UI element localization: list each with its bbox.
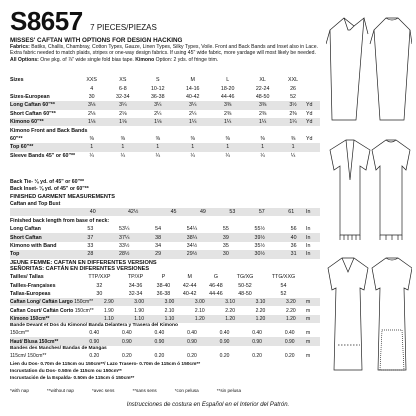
length-row: Kimono with Band 33 33½ 34 34½ 35 35½ 36 In [10, 242, 311, 249]
metric-sleeve-title: Bandes des Manches/ Bandas de Mangas [10, 346, 107, 351]
size-cell: 44-46 [220, 93, 235, 100]
size-cell: 4 [90, 85, 94, 92]
kimono-notion-label: Kimono [135, 56, 155, 63]
kimono-notion-text: Option: 2 yds. of fringe trim. [154, 56, 219, 63]
size-cell: 10-12 [150, 85, 165, 92]
kimono-front-icon [330, 140, 370, 240]
pattern-title: MISSES' CAFTAN WITH OPTIONS FOR DESIGN HACKING [10, 37, 183, 44]
garment-line-drawings [326, 0, 412, 390]
size-cell: 26 [290, 85, 296, 92]
incrustation-dos-line: Incrustation du Dos- 0.50m de 115cm ou 150cm** [10, 369, 122, 374]
size-cell: 52 [290, 93, 296, 100]
bust-row: 40 42½ 45 49 53 57 61 In [10, 208, 320, 216]
size-cell: 6-8 [118, 85, 127, 92]
notions-text: One pkg. of ⅞" wide single fold bias tape. [38, 56, 136, 63]
us-sizes-row [10, 84, 320, 92]
metric-row: Caftan Court/ Caftán Corto 150cm** 1.90 1.90 2.10 2.10 2.20 2.20 2.20 m [10, 307, 311, 314]
size-cell: XXL [288, 77, 299, 84]
pattern-header [10, 6, 157, 37]
pieces-count: 7 PIECES/PIEZAS [90, 23, 157, 32]
spanish-instructions-note: Instrucciones de costura en Español en el Interior del Patrón. [126, 402, 290, 408]
metric-row: 115cm/ 150cm** 0.20 0.20 0.20 0.20 0.20 0.20 0.20 m [10, 353, 311, 360]
size-cell: M [190, 77, 195, 84]
back-inset-line: Back Inset- ⅛ yd. of 45" or 60"** [10, 186, 89, 192]
pattern-number: S8657 [10, 6, 83, 36]
finished-heading: FINISHED GARMENT MEASUREMENTS [10, 194, 116, 200]
caftan-short-back-icon [372, 258, 412, 370]
metric-sizes-table [10, 273, 320, 298]
yardage-row: Kimono 60"** 1⅛ 1⅛ 1⅛ 1¼ 1¼ 1¼ 1¼ Yd [10, 118, 320, 126]
metric-row: Caftan Long/ Caftán Largo 150cm** 2.90 3.00 3.00 3.00 3.10 3.10 3.20 m [10, 298, 320, 306]
back-tie-line: Back Tie- ⅛ yd. of 45" or 60"** [10, 179, 85, 185]
caftan-long-front-icon [326, 18, 368, 120]
notions-label: All Options: [10, 56, 39, 63]
size-cell: 32-34 [116, 93, 130, 100]
footnotes: *with nap **without nap *avec sens **sans sens *con pelusa **sin pelusa [10, 388, 242, 393]
metric-row: 150cm** 0.40 0.40 0.40 0.40 0.40 0.40 0.40 m [10, 330, 311, 337]
bands-heading-row: Kimono Front and Back Bands [10, 127, 88, 134]
size-cell: XXS [86, 77, 97, 84]
caftan-long-back-icon [370, 18, 412, 120]
yardage-row: Sleeve Bands 45" or 60"** ¼ ¼ ¼ ¼ ¼ ¼ ¼ [10, 152, 296, 159]
lien-line: Lien du Dos- 0.70m de 115cm ou 150cm**/ Lazo Trasero- 0.70m de 115cm ó 150cm** [10, 362, 201, 367]
size-cell: 48-50 [255, 93, 270, 100]
fabrics-label: Fabrics: [10, 44, 30, 50]
size-cell: XS [119, 77, 127, 84]
metric-row: Haut/ Blusa 150cm** 0.90 0.90 0.90 0.90 0.90 0.90 0.90 m [10, 337, 320, 345]
fabrics-text: Batiks, Challis, Chambray, Cotton Types, Gauze, Linen Types, Silky Types, Voile. Front and Back Bands and Inset also in Lace. Extra fabric needed to match plaids, stripes or one-way design fabrics. If using 45" wide fabric, more yardage will most likely be needed. [10, 44, 318, 57]
incrustacion-espalda-line: Incrustación de la Espalda- 0.50m de 115cm ó 150cm** [10, 376, 135, 381]
euro-sizes-row [10, 93, 320, 101]
bust-heading: Caftan and Top Bust [10, 201, 61, 207]
fabrics-paragraph [10, 44, 320, 63]
euro-label: Sizes-European [10, 93, 50, 100]
metric-yardage-table [10, 298, 320, 323]
sizes-label: Sizes [10, 77, 24, 84]
caftan-short-front-icon [328, 258, 368, 370]
size-cell: 36-38 [150, 93, 165, 100]
size-cell: S [156, 77, 160, 84]
yardage-row: Top 60"** 1 1 1 1 1 1 1 [10, 143, 320, 151]
metric-yardage-table-3 [10, 352, 320, 360]
misses-yardage-table [10, 76, 320, 160]
length-row: Short Caftan 37 37¼ 38 38¼ 39 39½ 40 In [10, 233, 320, 241]
tailles-row: Tailles/ Tallas TTP/XXP TP/XP P M G TG/XG TTG/XXG [10, 274, 296, 281]
kimono-back-icon [372, 140, 410, 240]
size-cell: 18-20 [220, 85, 235, 92]
metric-yardage-table-2 [10, 329, 320, 346]
sizes-row [10, 76, 320, 84]
yardage-row: Long Caftan 60"** 3⅛ 3¼ 3¼ 3¼ 3⅜ 3⅜ 3½ Yd [10, 101, 320, 109]
length-row: Top 28 28½ 29 29½ 30 30½ 31 In [10, 250, 320, 258]
length-row: Long Caftan 53 53¼ 54 54¼ 55 55½ 56 In [10, 226, 311, 233]
finished-bust-table [10, 208, 320, 216]
tailles-fr-row: Tailles-Françaises 32 34-36 38-40 42-44 46-48 50-52 54 [10, 282, 287, 289]
size-cell: 14-16 [185, 85, 200, 92]
senoritas-heading: SEÑORITAS: CAFTÁN EN DIFERENTES VERSIONES [10, 266, 150, 272]
yardage-row: Short Caftan 60"** 2⅛ 2⅛ 2¼ 2¼ 2⅜ 2⅜ 2⅜ Yd [10, 110, 313, 117]
size-cell: 40-42 [185, 93, 200, 100]
size-cell: 30 [88, 93, 95, 100]
jeune-heading: JEUNE FEMME: CAFTAN EN DIFFERENTES VERSIONS [10, 260, 157, 266]
size-cell: L [226, 77, 230, 84]
metric-bands-title: Bande Devant et Dos du Kimono/ Banda Delantera y Trasera del Kimono [10, 323, 178, 328]
length-heading: Finished back length from base of neck: [10, 218, 110, 224]
finished-length-table [10, 225, 320, 259]
tallas-eu-row: Tallas-Europeas 30 32-34 36-38 40-42 44-46 48-50 52 [10, 290, 287, 297]
metric-row: Kimono 150cm** 1.10 1.10 1.10 1.20 1.20 1.20 1.20 m [10, 315, 320, 323]
size-cell: 22-24 [255, 85, 270, 92]
size-cell: XL [259, 77, 266, 84]
yardage-row: 60"** ⅜ ⅜ ⅜ ⅜ ⅜ ⅜ ⅜ Yd [10, 135, 313, 142]
